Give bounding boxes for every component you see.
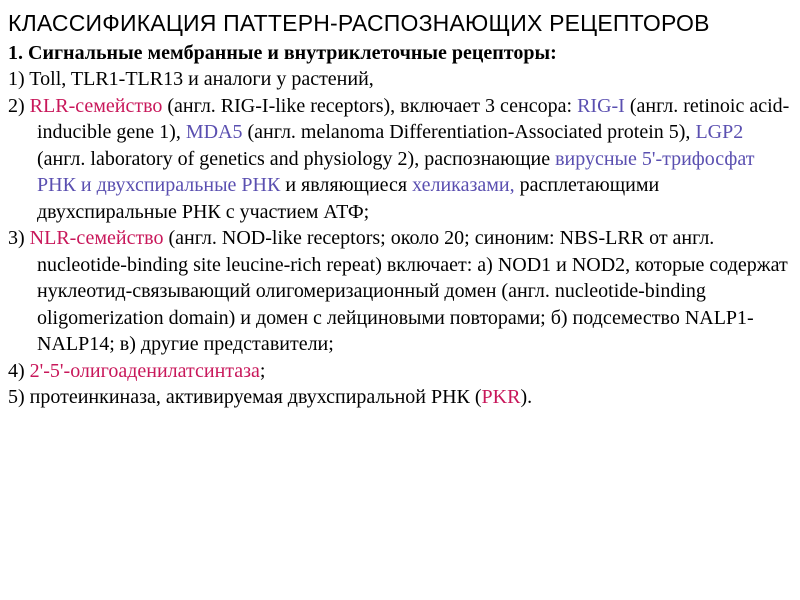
- list-item-number: 2): [8, 94, 25, 117]
- list-item: [8, 225, 792, 358]
- list-item: [8, 384, 792, 411]
- list-item: [8, 66, 792, 93]
- list-item-number: 1): [8, 68, 25, 90]
- highlighted-term: хеликазами,: [412, 174, 515, 196]
- highlighted-term: PKR: [481, 386, 521, 408]
- highlighted-term: LGP2: [695, 121, 744, 143]
- list-item-number: 5): [8, 386, 25, 408]
- receptor-list: [8, 66, 792, 411]
- slide-content: [8, 8, 792, 411]
- section-heading: 1. Сигнальные мембранные и внутриклеточные рецепторы:: [8, 42, 557, 64]
- list-item: [8, 358, 792, 385]
- list-item-text: (англ. retinoic acid-inducible gene 1),: [37, 94, 790, 143]
- list-item-text: протеинкиназа, активируемая двухспиральной РНК (: [24, 386, 482, 408]
- list-item-number: 3): [8, 227, 25, 249]
- list-item-text: расплетающими двухспиральные РНК с участием АТФ;: [37, 174, 660, 223]
- list-item-text: (англ. melanoma Differentiation-Associated protein 5),: [242, 121, 696, 143]
- highlighted-term: вирусные 5'-трифосфат РНК и двухспиральные РНК: [37, 147, 755, 196]
- highlighted-term: NLR-семейство: [29, 227, 164, 249]
- list-item-text: ;: [259, 359, 266, 382]
- highlighted-term: RLR-семейство: [29, 94, 163, 117]
- list-item-text: ).: [520, 386, 533, 408]
- list-item-text: (англ. laboratory of genetics and physiology 2), распознающие: [37, 147, 556, 170]
- list-item-text: Toll, TLR1-TLR13 и аналоги у растений,: [24, 68, 374, 90]
- slide-title: КЛАССИФИКАЦИЯ ПАТТЕРН-РАСПОЗНАЮЩИХ РЕЦЕПТОРОВ: [8, 10, 710, 36]
- highlighted-term: 2'-5'-олигоаденилатсинтаза: [29, 359, 260, 382]
- list-item: [8, 93, 792, 226]
- highlighted-term: RIG-I: [577, 94, 625, 117]
- list-item-text: (англ. NOD-like receptors; около 20; синоним: NBS-LRR от англ. nucleotide-binding site leucine-rich repeat) включает: а) NOD1 и NOD2, которые содержат нуклеотид-связывающий олигомеризационный домен (англ. nucleotide-binding oligomerization domain) и домен с лейциновыми повторами; б) подсемество NALP1-NALP14; в) другие представители;: [37, 227, 788, 355]
- list-item-text: (англ. RIG-I-like receptors), включает 3 сенсора:: [162, 94, 578, 117]
- list-item-text: и являющиеся: [280, 174, 413, 196]
- list-item-number: 4): [8, 359, 25, 382]
- highlighted-term: MDA5: [185, 121, 243, 143]
